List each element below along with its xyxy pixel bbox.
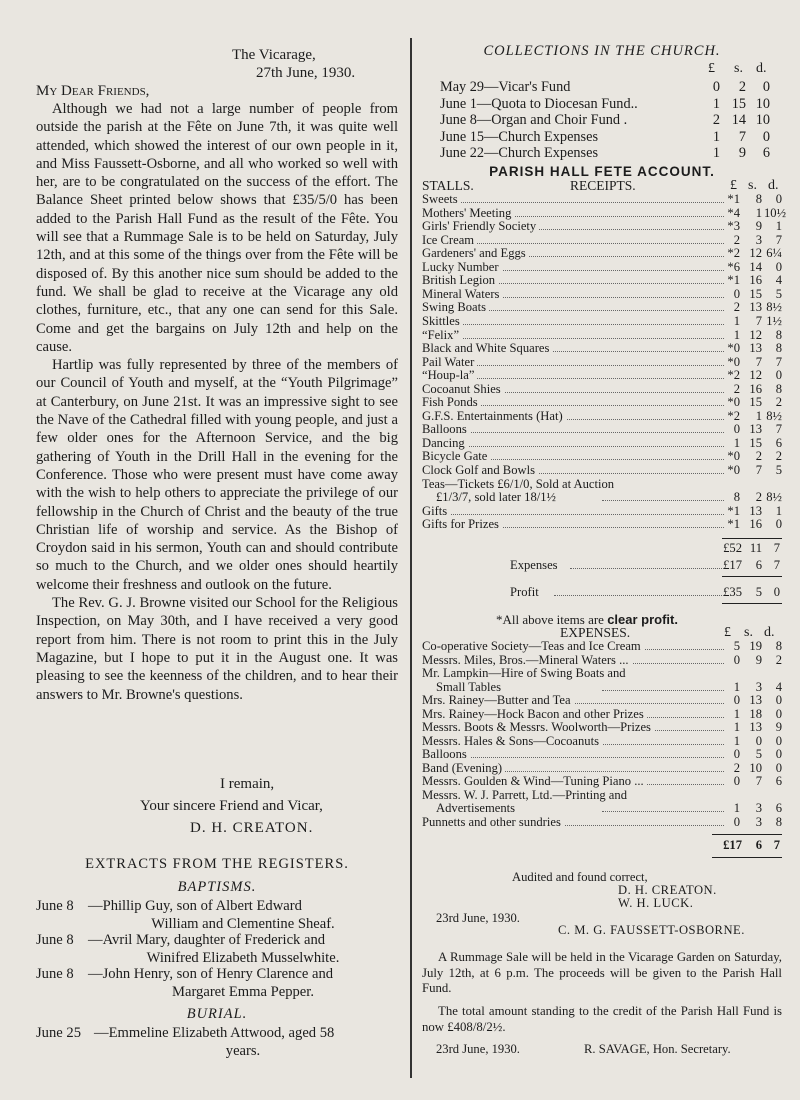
row-label: Co-operative Society—Teas and Ice Cream xyxy=(422,640,644,654)
amount-pounds: 1 xyxy=(733,706,740,721)
collection-row xyxy=(440,112,782,128)
dot-leader xyxy=(554,595,724,596)
amount-pounds: 0 xyxy=(733,747,740,761)
row-label: British Legion xyxy=(422,274,498,288)
row-label: Skittles xyxy=(422,315,463,329)
amount-pounds: *0 xyxy=(727,354,740,369)
expense-row xyxy=(422,708,782,722)
amount-pounds: *2 xyxy=(727,408,740,423)
amount-pounds: 2 xyxy=(712,112,720,129)
clear-profit-note-bold: clear profit. xyxy=(607,612,678,627)
receipt-row xyxy=(422,315,782,329)
amount-pence: 0 xyxy=(762,79,770,95)
money-header-pounds: £ xyxy=(724,625,731,640)
register-text: —Emmeline Elizabeth Attwood, aged 58 xyxy=(94,1025,335,1041)
amount-shillings: 13 xyxy=(749,341,762,356)
row-label: Mothers' Meeting xyxy=(422,207,514,221)
amount-pounds: 5 xyxy=(733,639,740,653)
clear-profit-note-prefix: *All above items are xyxy=(496,612,608,627)
receipt-row xyxy=(422,220,782,234)
amount-shillings: 14 xyxy=(749,259,762,274)
amount-pounds: *1 xyxy=(727,273,740,288)
amount-pence: 7 xyxy=(773,558,780,572)
receipt-row xyxy=(422,329,782,343)
row-label: Messrs. W. J. Parrett, Ltd.—Printing and xyxy=(422,789,630,803)
amount-shillings: 13 xyxy=(749,720,762,734)
amount-shillings: 12 xyxy=(749,368,762,383)
amount-shillings: 16 xyxy=(749,273,762,288)
dot-leader xyxy=(602,690,724,691)
row-label: Gifts for Prizes xyxy=(422,518,502,532)
amount-pounds: 2 xyxy=(733,760,740,775)
amount-pence: 6 xyxy=(775,801,782,815)
amount-pence: 10½ xyxy=(764,205,787,220)
row-label: Messrs. Hales & Sons—Cocoanuts xyxy=(422,735,602,749)
amount-pence: 6 xyxy=(775,435,782,450)
row-label: Girls' Friendly Society xyxy=(422,220,539,234)
amount-shillings: 5 xyxy=(755,747,762,761)
receipt-row xyxy=(422,274,782,288)
expense-row xyxy=(422,775,782,789)
amount-pounds: 1 xyxy=(733,720,740,734)
amount-shillings: 5 xyxy=(755,585,762,599)
amount-shillings: 0 xyxy=(755,733,762,748)
row-label: G.F.S. Entertainments (Hat) xyxy=(422,410,566,424)
amount-shillings: 9 xyxy=(738,145,746,162)
amount-pence: 8½ xyxy=(766,408,782,423)
amount-pounds: 0 xyxy=(733,652,740,667)
amount-pounds: 1 xyxy=(733,435,740,450)
amount-pence: 0 xyxy=(775,368,782,383)
amount-pence: 4 xyxy=(775,679,782,694)
receipt-row xyxy=(422,505,782,519)
receipt-row xyxy=(422,234,782,248)
letter-closing-remain: I remain, xyxy=(220,776,275,792)
auditor-name: D. H. CREATON. xyxy=(618,883,717,897)
amount-pence: 0 xyxy=(775,693,782,707)
amount-pence: 0 xyxy=(775,733,782,748)
row-label: Black and White Squares xyxy=(422,342,552,356)
amount-pounds: £35 xyxy=(723,585,742,599)
amount-pounds: 1 xyxy=(712,95,720,112)
collection-label: June 15—Church Expenses xyxy=(440,128,599,145)
stalls-header: STALLS. xyxy=(422,178,474,193)
amount-pence: 6 xyxy=(775,774,782,788)
amount-shillings: 19 xyxy=(749,639,762,653)
row-label: Mr. Lampkin—Hire of Swing Boats and xyxy=(422,667,629,681)
amount-shillings: 13 xyxy=(749,503,762,518)
amount-pounds: 1 xyxy=(733,313,740,328)
amount-pence: 8½ xyxy=(766,490,782,505)
amount-pence: 2 xyxy=(775,395,782,410)
amount-shillings: 2 xyxy=(755,490,762,505)
secretary-signature: R. SAVAGE, Hon. Secretary. xyxy=(584,1042,731,1056)
row-label-continued: Small Tables xyxy=(436,681,504,695)
dot-leader xyxy=(602,500,724,501)
receipt-row xyxy=(422,464,782,478)
receipt-row xyxy=(422,205,787,221)
amount-pounds: 0 xyxy=(733,693,740,707)
amount-pounds: *6 xyxy=(727,259,740,274)
collection-row xyxy=(440,145,782,161)
auditor-name: W. H. LUCK. xyxy=(618,896,694,910)
amount-shillings: 15 xyxy=(749,395,762,410)
amount-pence: 10 xyxy=(755,95,770,112)
notice-date: 23rd June, 1930. xyxy=(436,1042,520,1056)
amount-pounds: 2 xyxy=(733,381,740,396)
dot-leader xyxy=(570,568,724,569)
money-header-pounds: £ xyxy=(730,178,737,193)
row-label: Band (Evening) xyxy=(422,762,505,776)
amount-shillings: 15 xyxy=(749,286,762,301)
amount-shillings: 12 xyxy=(749,246,762,261)
register-date: June 8 xyxy=(36,898,74,914)
receipt-row xyxy=(422,476,782,505)
register-text: Margaret Emma Pepper. xyxy=(172,984,314,1000)
fete-account-title: PARISH HALL FETE ACCOUNT. xyxy=(489,164,715,179)
amount-pounds: 1 xyxy=(733,679,740,694)
amount-pence: 0 xyxy=(775,517,782,532)
amount-shillings: 14 xyxy=(731,112,746,129)
amount-shillings: 9 xyxy=(755,219,762,234)
amount-shillings: 3 xyxy=(755,814,762,829)
register-text: —Phillip Guy, son of Albert Edward xyxy=(88,898,302,914)
amount-shillings: 7 xyxy=(755,774,762,788)
collection-row xyxy=(440,96,782,112)
money-header-shillings: s. xyxy=(744,625,753,640)
amount-pence: 2 xyxy=(775,652,782,667)
receipt-row xyxy=(422,410,782,424)
amount-pounds: 0 xyxy=(712,79,720,95)
amount-shillings: 13 xyxy=(749,422,762,437)
baptisms-title: BAPTISMS. xyxy=(177,879,257,895)
amount-pounds: 2 xyxy=(733,232,740,247)
amount-shillings: 3 xyxy=(755,801,762,815)
register-date: June 25 xyxy=(36,1025,81,1041)
letter-salutation: My Dear Friends, xyxy=(36,83,150,99)
amount-pence: 6¼ xyxy=(766,246,782,261)
expenses-total-rule xyxy=(712,834,782,835)
expenses-line xyxy=(422,559,782,573)
row-label: Gifts xyxy=(422,505,450,519)
amount-pence: 0 xyxy=(775,747,782,761)
register-text: —John Henry, son of Henry Clarence and xyxy=(88,966,334,982)
row-label: Mrs. Rainey—Hock Bacon and other Prizes xyxy=(422,708,647,722)
profit-underline xyxy=(722,603,782,604)
letter-signature: D. H. CREATON. xyxy=(190,820,314,836)
amount-pounds: 1 xyxy=(733,327,740,342)
audit-line: Audited and found correct, xyxy=(512,870,648,884)
row-label: Messrs. Miles, Bros.—Mineral Waters ... xyxy=(422,654,632,668)
column-divider xyxy=(410,38,412,1078)
profit-line xyxy=(422,586,782,600)
row-label: Sweets xyxy=(422,193,461,207)
receipt-row xyxy=(422,383,782,397)
register-text: —Avril Mary, daughter of Frederick and xyxy=(88,932,326,948)
amount-shillings: 1 xyxy=(755,205,762,220)
receipt-row xyxy=(422,423,782,437)
amount-pounds: £52 xyxy=(723,541,742,555)
amount-pence: 8 xyxy=(775,381,782,396)
letter-paragraph: Hartlip was fully represented by three of the members of our Council of Youth and myself, at the “Youth Pilgrimage” at Canterbury, on June 21st. It was an impressive sight to see the Nave of the Cathedral filled with young people, and just a few older ones for the Afternoon Service, and the big gathering of Youth in the Drill Hall in the evening for the Conference. Those who were present must have come away with the wish to help others to appreciate the privilege of our fellowship in the Church of Christ and the beauty of the true Christian life of worship and service. As the Bishop of Croydon said in his sermon, Youth can and should contribute so much to the Church, and we older ones should heartily welcome their freshness and outlook on the future. xyxy=(36,357,398,593)
row-label: Mineral Waters xyxy=(422,288,502,302)
expense-row xyxy=(422,735,782,749)
amount-pence: 9 xyxy=(775,720,782,734)
amount-pence: 8 xyxy=(775,639,782,653)
row-label: Cocoanut Shies xyxy=(422,383,504,397)
receipt-row xyxy=(422,288,782,302)
amount-pounds: *1 xyxy=(727,517,740,532)
amount-shillings: 15 xyxy=(749,435,762,450)
amount-pounds: 0 xyxy=(733,774,740,788)
row-label: Mrs. Rainey—Butter and Tea xyxy=(422,694,574,708)
amount-shillings: 13 xyxy=(749,693,762,707)
amount-pounds: *1 xyxy=(727,192,740,206)
amount-shillings: 1 xyxy=(755,408,762,423)
collection-label: June 1—Quota to Diocesan Fund.. xyxy=(440,95,638,112)
amount-pence: 7 xyxy=(775,422,782,437)
letter-date: 27th June, 1930. xyxy=(256,65,356,81)
amount-pence: 0 xyxy=(762,128,770,145)
profit-line-label: Profit xyxy=(510,586,542,600)
amount-pounds: 0 xyxy=(733,286,740,301)
amount-pounds: *1 xyxy=(727,503,740,518)
profit-rule xyxy=(722,576,782,577)
amount-pounds: £17 xyxy=(723,558,742,572)
letter-closing-friend: Your sincere Friend and Vicar, xyxy=(140,798,323,814)
amount-shillings: 3 xyxy=(755,679,762,694)
expense-row xyxy=(422,787,782,815)
money-header-pence: d. xyxy=(768,178,779,193)
amount-pounds: 2 xyxy=(733,300,740,315)
amount-pounds: *0 xyxy=(727,449,740,464)
receipt-row xyxy=(422,437,782,451)
auditor-name: C. M. G. FAUSSETT-OSBORNE. xyxy=(558,923,745,937)
amount-shillings: 10 xyxy=(749,760,762,775)
row-label: Punnetts and other sundries xyxy=(422,816,564,830)
receipt-row xyxy=(422,247,782,261)
amount-pounds: *0 xyxy=(727,463,740,477)
amount-shillings: 7 xyxy=(755,463,762,477)
receipt-row xyxy=(422,518,782,532)
amount-pounds: *0 xyxy=(727,341,740,356)
receipt-row xyxy=(422,450,782,464)
amount-pence: 7 xyxy=(775,354,782,369)
amount-shillings: 2 xyxy=(738,79,746,95)
collections-title: COLLECTIONS IN THE CHURCH. xyxy=(483,43,721,59)
audit-date: 23rd June, 1930. xyxy=(436,911,520,925)
amount-pounds: *2 xyxy=(727,368,740,383)
row-label: Ice Cream xyxy=(422,234,477,248)
row-label-continued: Advertisements xyxy=(436,802,518,816)
fund-balance-notice: The total amount standing to the credit of the Parish Hall Fund is now £408/8/2½. xyxy=(422,1004,782,1034)
row-label: Messrs. Boots & Messrs. Woolworth—Prizes xyxy=(422,721,654,735)
amount-pounds: 1 xyxy=(733,801,740,815)
amount-shillings: 7 xyxy=(738,128,746,145)
amount-pence: 7 xyxy=(775,232,782,247)
expense-row xyxy=(422,666,782,694)
letter-paragraph: The Rev. G. J. Browne visited our School for the Religious Inspection, on May 30th, and I have received a very good report from him. There is not room to print this in the July Magazine, but I hope to put it in the August one. It was pleasing to see the keenness of the children, and to hear their answers to Mr. Browne's questions. xyxy=(36,595,398,703)
amount-pounds: 1 xyxy=(712,145,720,162)
row-label: Messrs. Goulden & Wind—Tuning Piano ... xyxy=(422,775,647,789)
expense-row xyxy=(422,816,782,830)
row-label: Lucky Number xyxy=(422,261,502,275)
money-header-shillings: s. xyxy=(748,178,757,193)
row-label: Dancing xyxy=(422,437,468,451)
amount-pence: 0 xyxy=(775,192,782,206)
amount-shillings: 12 xyxy=(749,327,762,342)
amount-pence: 0 xyxy=(773,585,780,599)
money-header-pounds: £ xyxy=(708,61,715,76)
receipts-total xyxy=(422,542,782,556)
receipt-row xyxy=(422,193,782,207)
expense-row xyxy=(422,694,782,708)
amount-shillings: 3 xyxy=(755,232,762,247)
amount-pounds: *4 xyxy=(727,205,740,220)
amount-pounds: *0 xyxy=(727,395,740,410)
letter-paragraph: Although we had not a large number of people from outside the parish at the Fête on June 7th, it was quite well attended, which showed the interest of our own people in it, and Miss Faussett-Osborne, and all who worked so well with her, are to be congratulated on the success of the effort. The Balance Sheet printed below shows that £35/5/0 has been added to the Parish Hall Fund as the result of the Fête. You will see that a Rummage Sale is to be held on Saturday, July 12th, and at this some of the things over from the Fête will be disposed of. By this another nice sum should be added to the fund. We shall be glad to receive at the Vicarage any old clothes, furniture, etc., that any one can send for this Sale. Come and get the bargains on July 12th and help on the cause. xyxy=(36,101,398,355)
amount-pounds: *2 xyxy=(727,246,740,261)
amount-pence: 0 xyxy=(775,259,782,274)
amount-shillings: 18 xyxy=(749,706,762,721)
amount-pence: 2 xyxy=(775,449,782,464)
amount-pence: 5 xyxy=(775,286,782,301)
amount-pounds: 8 xyxy=(733,490,740,505)
amount-shillings: 8 xyxy=(755,192,762,206)
dot-leader xyxy=(422,338,724,339)
amount-pence: 8 xyxy=(775,341,782,356)
amount-shillings: 6 xyxy=(755,558,762,572)
amount-shillings: 16 xyxy=(749,381,762,396)
amount-pence: 1½ xyxy=(766,313,782,328)
register-date: June 8 xyxy=(36,966,74,982)
money-header-shillings: s. xyxy=(734,61,743,76)
amount-pounds: *3 xyxy=(727,219,740,234)
expense-row xyxy=(422,762,782,776)
row-label: Fish Ponds xyxy=(422,396,481,410)
row-label-continued: £1/3/7, sold later 18/1½ xyxy=(436,491,559,505)
amount-pence: 1 xyxy=(775,219,782,234)
amount-pence: 10 xyxy=(755,112,770,129)
expenses-total-underline xyxy=(712,857,782,858)
rummage-sale-notice: A Rummage Sale will be held in the Vicarage Garden on Saturday, July 12th, at 6 p.m. The proceeds will be given to the Parish Hall Fund. xyxy=(422,950,782,995)
amount-pence: 7 xyxy=(773,838,780,852)
amount-pence: 1 xyxy=(775,503,782,518)
expense-row xyxy=(422,748,782,762)
row-label: Gardeners' and Eggs xyxy=(422,247,529,261)
amount-shillings: 15 xyxy=(731,95,746,112)
row-label: Balloons xyxy=(422,748,470,762)
collection-label: May 29—Vicar's Fund xyxy=(440,79,571,95)
collection-row xyxy=(440,79,782,95)
amount-pence: 4 xyxy=(775,273,782,288)
receipt-row xyxy=(422,261,782,275)
expenses-total xyxy=(422,839,782,853)
amount-pence: 0 xyxy=(775,760,782,775)
register-text: William and Clementine Sheaf. xyxy=(151,916,335,932)
amount-pence: 8½ xyxy=(766,300,782,315)
receipts-header: RECEIPTS. xyxy=(570,178,636,193)
amount-shillings: 9 xyxy=(755,652,762,667)
amount-pounds: 0 xyxy=(733,422,740,437)
collection-label: June 22—Church Expenses xyxy=(440,145,599,162)
amount-pounds: 0 xyxy=(733,814,740,829)
dot-leader xyxy=(422,324,724,325)
total-rule xyxy=(722,538,782,539)
expense-row xyxy=(422,640,782,654)
amount-shillings: 2 xyxy=(755,449,762,464)
row-label: Pail Water xyxy=(422,356,477,370)
amount-pence: 7 xyxy=(773,541,780,555)
amount-pounds: 1 xyxy=(712,128,720,145)
expenses-line-label: Expenses xyxy=(510,559,561,573)
row-label: Bicycle Gate xyxy=(422,450,490,464)
amount-shillings: 11 xyxy=(749,541,762,555)
amount-shillings: 7 xyxy=(755,354,762,369)
burial-title: BURIAL. xyxy=(186,1006,248,1022)
dot-leader xyxy=(422,202,724,203)
amount-pounds: 1 xyxy=(733,733,740,748)
letter-body xyxy=(36,100,398,704)
register-text: Winifred Elizabeth Musselwhite. xyxy=(146,950,340,966)
receipt-row xyxy=(422,369,782,383)
amount-pounds: £17 xyxy=(723,838,742,852)
money-header-pence: d. xyxy=(764,625,775,640)
amount-pence: 5 xyxy=(775,463,782,477)
register-date: June 8 xyxy=(36,932,74,948)
row-label: “Houp-la” xyxy=(422,369,477,383)
collection-label: June 8—Organ and Choir Fund . xyxy=(440,112,628,129)
money-header-pence: d. xyxy=(756,61,767,76)
receipt-row xyxy=(422,396,782,410)
amount-shillings: 13 xyxy=(749,300,762,315)
amount-shillings: 7 xyxy=(755,313,762,328)
expense-row xyxy=(422,721,782,735)
row-label: Swing Boats xyxy=(422,301,489,315)
collection-row xyxy=(440,129,782,145)
receipt-row xyxy=(422,301,782,315)
register-text: years. xyxy=(225,1043,261,1059)
receipt-row xyxy=(422,342,782,356)
row-label: “Felix” xyxy=(422,329,462,343)
amount-shillings: 6 xyxy=(755,838,762,852)
expenses-header: EXPENSES. xyxy=(560,625,631,640)
dot-leader xyxy=(422,514,724,515)
amount-pence: 6 xyxy=(762,145,770,162)
amount-shillings: 16 xyxy=(749,517,762,532)
expense-row xyxy=(422,654,782,668)
row-label: Balloons xyxy=(422,423,470,437)
row-label: Teas—Tickets £6/1/0, Sold at Auction xyxy=(422,478,617,492)
amount-pence: 0 xyxy=(775,706,782,721)
letter-address: The Vicarage, xyxy=(232,47,316,63)
amount-pence: 8 xyxy=(775,327,782,342)
dot-leader xyxy=(602,811,724,812)
registers-title: EXTRACTS FROM THE REGISTERS. xyxy=(85,856,349,872)
row-label: Clock Golf and Bowls xyxy=(422,464,538,478)
receipt-row xyxy=(422,356,782,370)
amount-pence: 8 xyxy=(775,814,782,829)
